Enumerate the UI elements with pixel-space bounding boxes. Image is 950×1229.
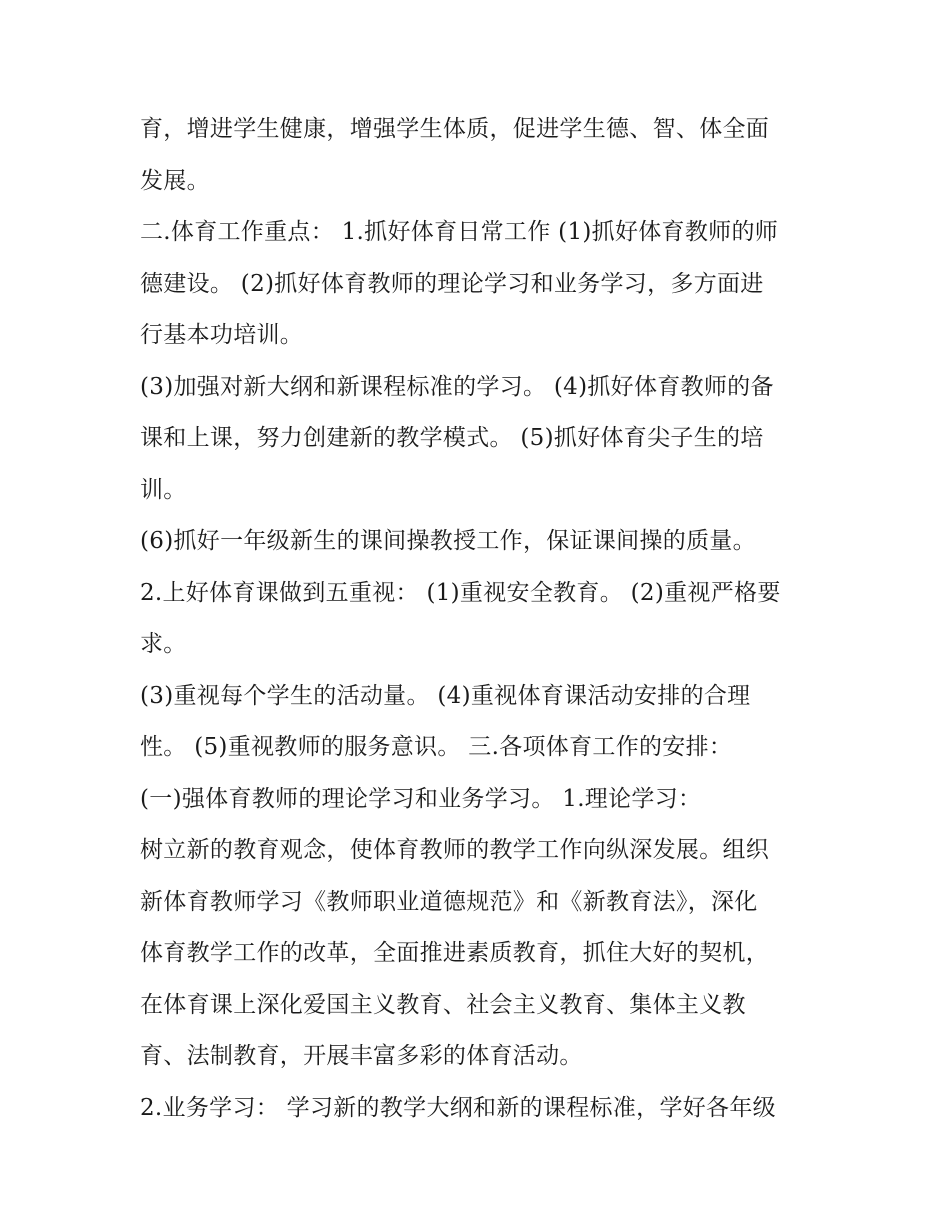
text-line: 发展。 xyxy=(140,167,210,194)
text-line: 2.上好体育课做到五重视： (1)重视安全教育。 (2)重视严格要 xyxy=(140,579,781,606)
text-line: 行基本功培训。 xyxy=(140,322,304,348)
text-line: (6)抓好一年级新生的课间操教授工作，保证课间操的质量。 xyxy=(140,528,756,554)
text-line: 育、法制教育，开展丰富多彩的体育活动。 xyxy=(140,1043,583,1069)
text-line: 体育教学工作的改革，全面推进素质教育，抓住大好的契机， xyxy=(140,940,770,966)
text-line: 德建设。 (2)抓好体育教师的理论学习和业务学习，多方面进 xyxy=(140,270,764,297)
text-line: 课和上课，努力创建新的教学模式。 (5)抓好体育尖子生的培 xyxy=(140,425,764,451)
text-line: 性。 (5)重视教师的服务意识。 三.各项体育工作的安排： xyxy=(140,734,733,760)
document-body xyxy=(140,104,820,1134)
text-line: (一)强体育教师的理论学习和业务学习。 1.理论学习： xyxy=(140,785,702,812)
text-line: 树立新的教育观念，使体育教师的教学工作向纵深发展。组织 xyxy=(140,837,770,863)
text-line: 二.体育工作重点： 1.抓好体育日常工作 (1)抓好体育教师的师 xyxy=(140,219,779,245)
text-line: (3)重视每个学生的活动量。 (4)重视体育课活动安排的合理 xyxy=(140,682,751,709)
text-line: 2.业务学习： 学习新的教学大纲和新的课程标准，学好各年级 xyxy=(140,1094,776,1121)
text-line: 新体育教师学习《教师职业道德规范》和《新教育法》，深化 xyxy=(140,888,758,915)
text-line: 求。 xyxy=(140,631,187,657)
text-line: 训。 xyxy=(140,476,187,503)
text-line: (3)加强对新大纲和新课程标准的学习。 (4)抓好体育教师的备 xyxy=(140,373,774,400)
text-line: 在体育课上深化爱国主义教育、社会主义教育、集体主义教 xyxy=(140,991,746,1018)
text-line: 育，增进学生健康，增强学生体质，促进学生德、智、体全面 xyxy=(140,116,770,142)
